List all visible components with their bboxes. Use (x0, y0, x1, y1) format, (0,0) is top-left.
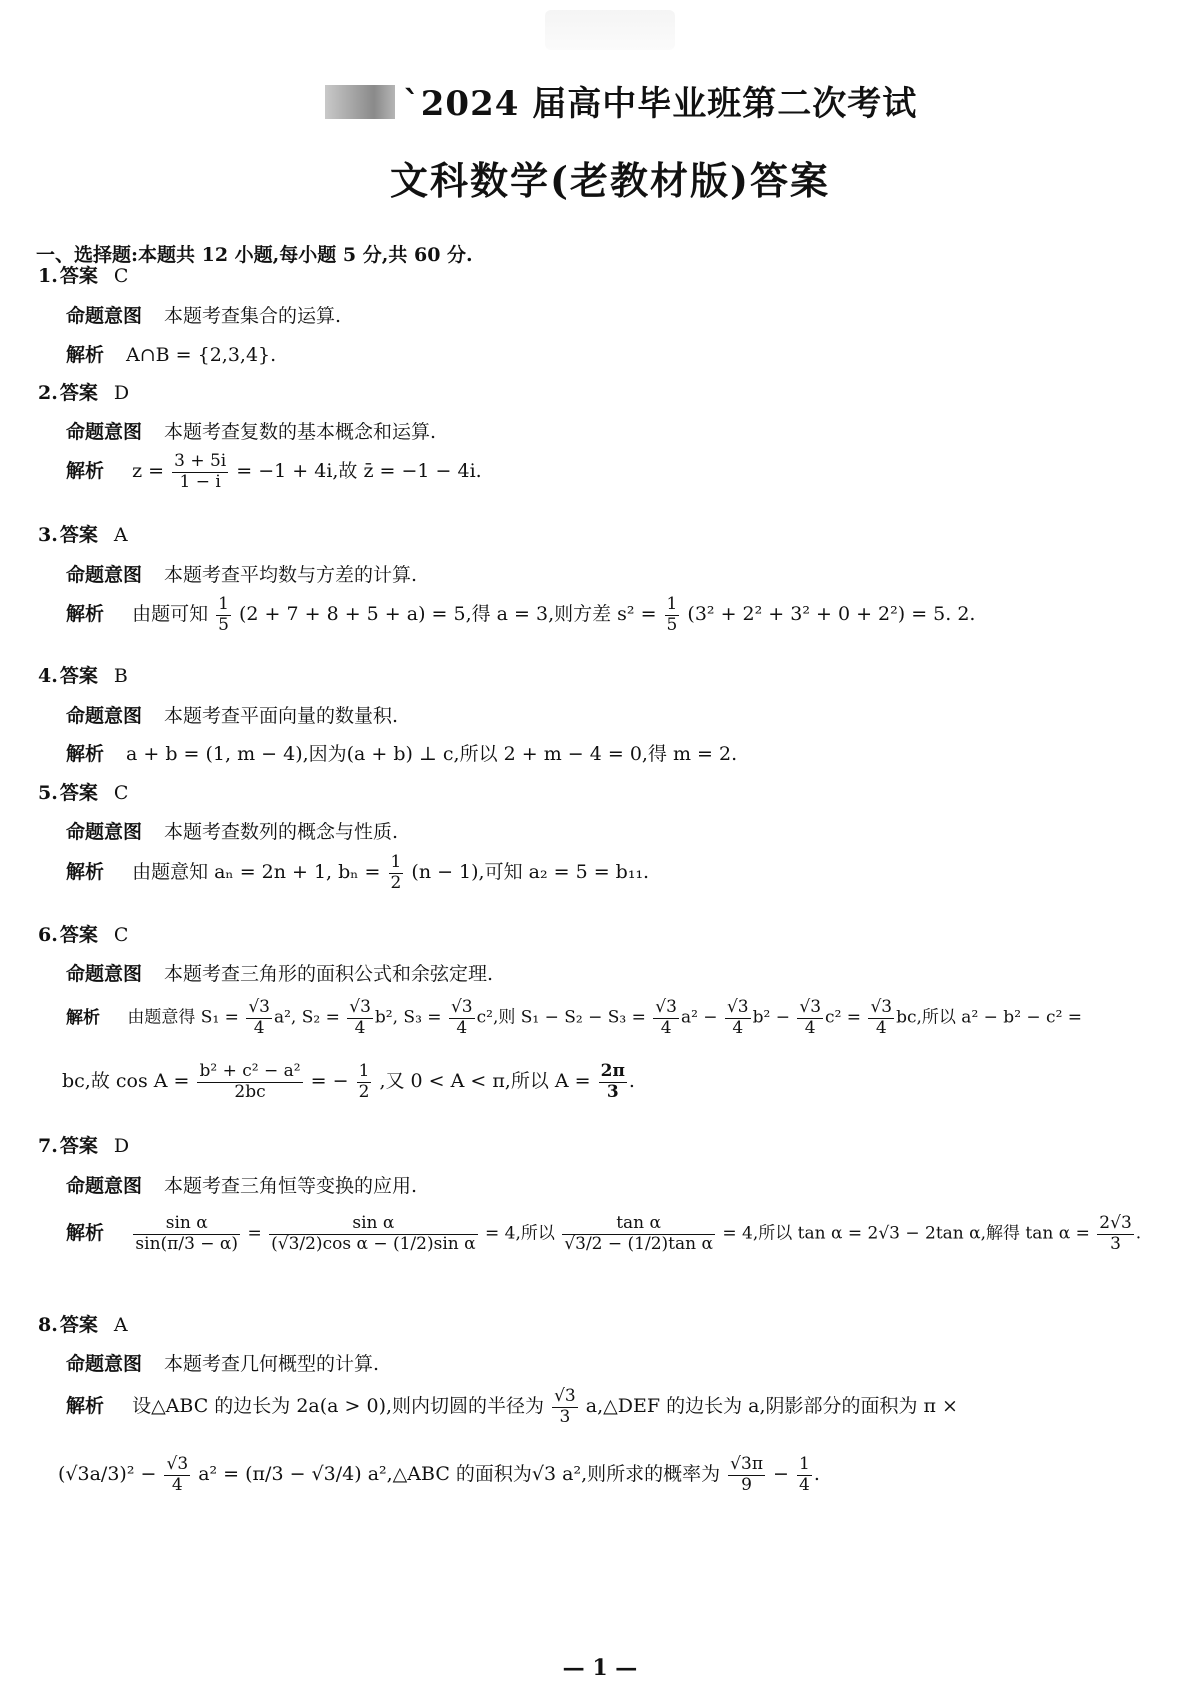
question-1-intent: 命题意图 本题考查集合的运算. (66, 305, 342, 327)
question-6-answer: 6. 答案 C (38, 924, 129, 946)
question-8-answer: 8. 答案 A (38, 1314, 128, 1336)
question-5-analysis: 解析 由题意知 aₙ = 2n + 1, bₙ = $\frac{1}{2}$ (n − 1),可知 a₂ = 5 = b₁₁. (66, 852, 650, 893)
question-7-intent: 命题意图 本题考查三角恒等变换的应用. (66, 1175, 418, 1197)
scan-smudge (545, 10, 675, 50)
section-heading: 一、选择题:本题共 12 小题,每小题 5 分,共 60 分. (36, 244, 473, 266)
page-subtitle: 文科数学(老教材版)答案 (390, 158, 830, 203)
question-6-intent: 命题意图 本题考查三角形的面积公式和余弦定理. (66, 963, 494, 985)
question-1-analysis: 解析 A∩B = {2,3,4}. (66, 344, 277, 366)
question-3-answer: 3. 答案 A (38, 524, 128, 546)
page-title: `2024 届高中毕业班第二次考试 (402, 84, 918, 124)
page-number: — 1 — (562, 1655, 638, 1681)
question-4-analysis: 解析 a + b = (1, m − 4),因为(a + b) ⊥ c,所以 2 + m − 4 = 0,得 m = 2. (66, 743, 738, 765)
question-7-analysis: 解析 $\frac{\text{sin α}}{\sin(\pi/3 - \alpha)}$ = $\frac{\text{sin α}}{\text{(√3/2)cos α − (1/2)sin α}}$ = 4,所以 $\frac{\text{tan α}}{\text{√3/2 − (1/2)tan α}}$ = 4,所以 tan α = 2√3 − 2tan α,解得 tan α = $\frac{2√3}{3}$ . (66, 1213, 1142, 1254)
question-3-intent: 命题意图 本题考查平均数与方差的计算. (66, 564, 418, 586)
question-6-analysis: 解析 由题意得 S₁ = $\frac{√3}{4}$ a², S₂ = $\frac{√3}{4}$ b², S₃ = $\frac{√3}{4}$ c²,则 S₁ − S₂ − S₃ = $\frac{√3}{4}$ a² − $\frac{√3}{4}$ b² − $\frac{√3}{4}$ c² = $\frac{√3}{4}$ bc,所以 a² − b² − c² = (66, 997, 1083, 1038)
question-4-intent: 命题意图 本题考查平面向量的数量积. (66, 705, 399, 727)
question-3-analysis: 解析 由题可知 $\frac{1}{5}$ (2 + 7 + 8 + 5 + a) = 5,得 a = 3,则方差 s² = $\frac{1}{5}$ (3² + 2² + 3² + 0 + 2²) = 5. 2. (66, 594, 976, 635)
question-2-answer: 2. 答案 D (38, 382, 130, 404)
question-5-intent: 命题意图 本题考查数列的概念与性质. (66, 821, 399, 843)
question-2-intent: 命题意图 本题考查复数的基本概念和运算. (66, 421, 437, 443)
question-1-answer: 1. 答案 C (38, 265, 129, 287)
question-8-analysis-cont: (√3a/3)² − $\frac{√3}{4}$ a² = (π/3 − √3/4) a²,△ABC 的面积为√3 a²,则所求的概率为 $\frac{√3\pi}{9}$ − $\frac{1}{4}$ . (58, 1454, 820, 1495)
question-6-analysis-cont: bc,故 cos A = $\frac{\text{b² + c² − a²}}{2bc}$ = − $\frac{1}{2}$ ,又 0 < A < π,所以 A = $\frac{2\pi}{3}$ . (62, 1061, 635, 1102)
question-8-intent: 命题意图 本题考查几何概型的计算. (66, 1353, 380, 1375)
question-5-answer: 5. 答案 C (38, 782, 129, 804)
question-7-answer: 7. 答案 D (38, 1135, 130, 1157)
question-2-analysis: 解析 z = $\frac{3 + 5i}{1 - i}$ = −1 + 4i,故 z̄ = −1 − 4i. (66, 451, 482, 492)
question-8-analysis: 解析 设△ABC 的边长为 2a(a > 0),则内切圆的半径为 $\frac{√3}{3}$ a,△DEF 的边长为 a,阴影部分的面积为 π × (66, 1386, 958, 1427)
question-4-answer: 4. 答案 B (38, 665, 128, 687)
